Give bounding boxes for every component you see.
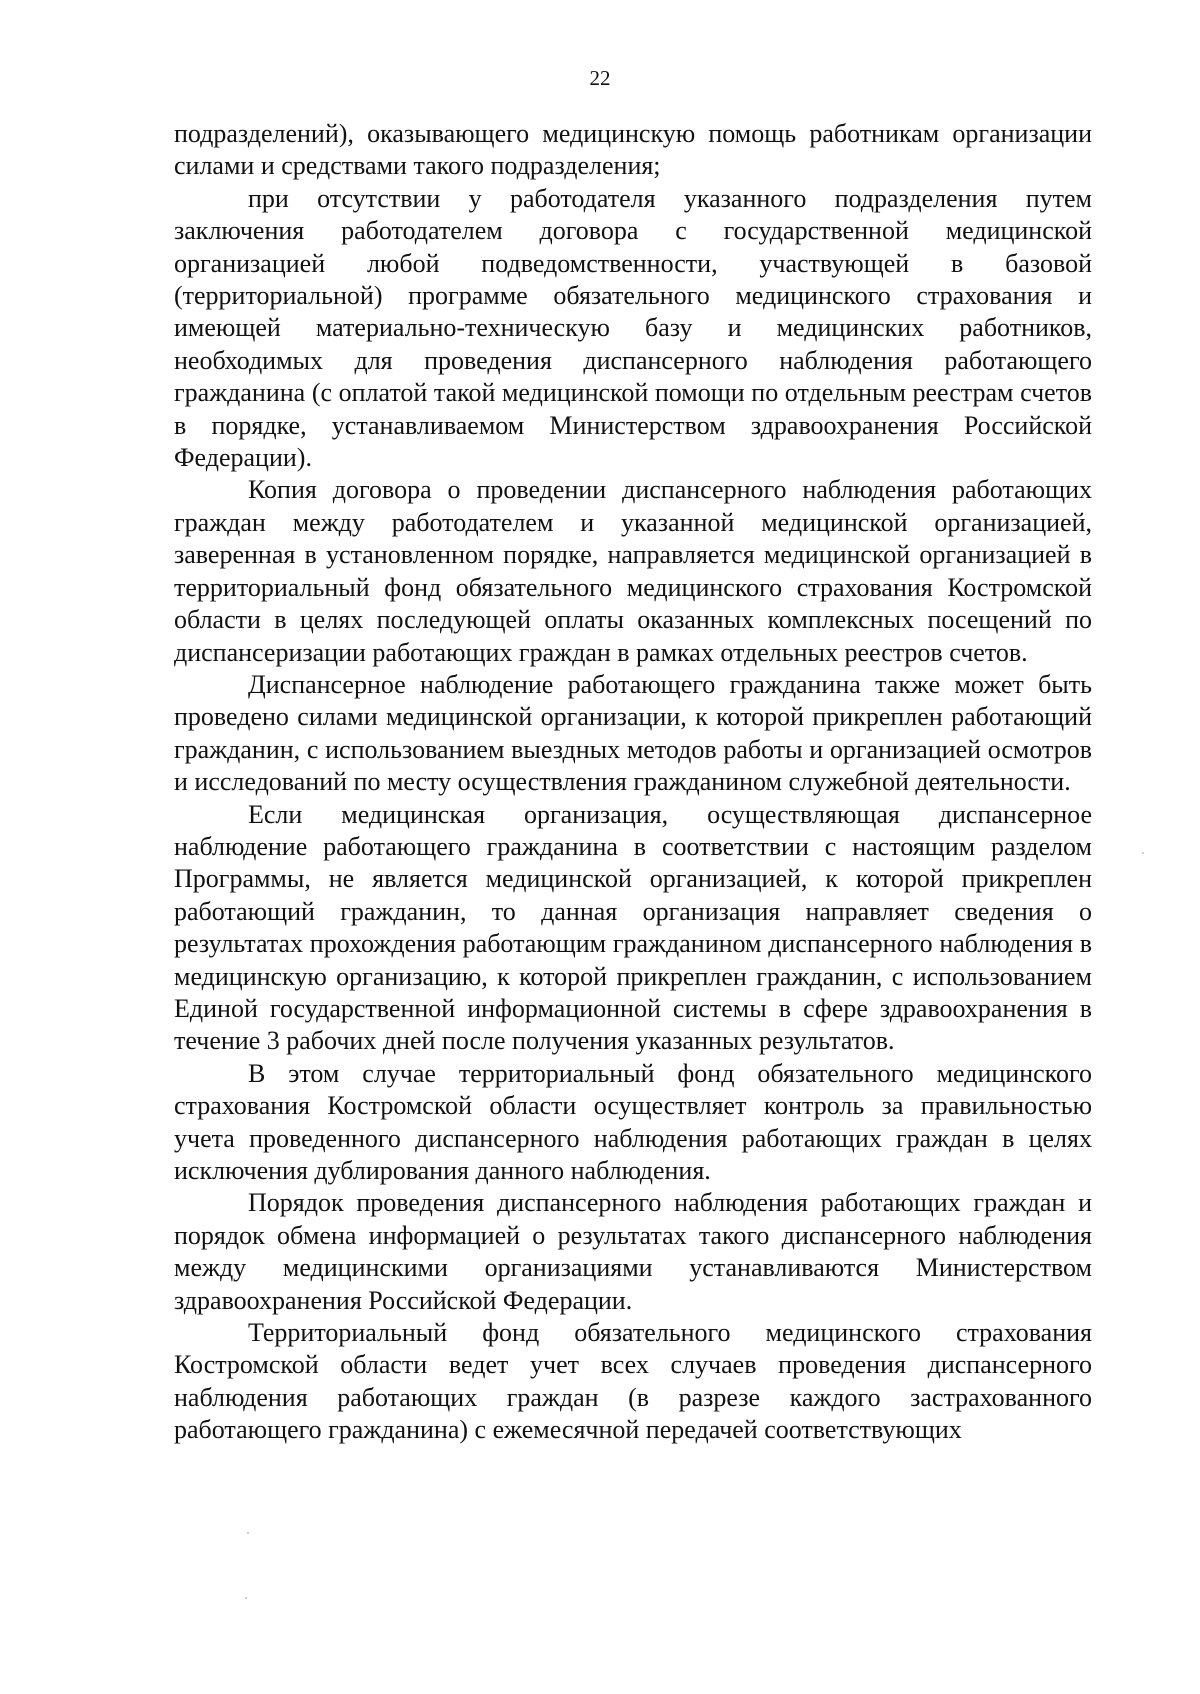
page-number: 22 xyxy=(589,66,611,90)
paragraph-results-transfer: Если медицинская организация, осуществляющая диспансерное наблюдение работающего гражданина в соответствии с настоящим разделом Программы, не является медицинской организацией, к которой прикреплен работающий гражданин, то данная организация направляет сведения о результатах прохождения работающим гражданином диспансерного наблюдения в медицинскую организацию, к которой прикреплен гражданин, с использованием Единой государственной информационной системы в сфере здравоохранения в течение 3 рабочих дней после получения указанных результатов. xyxy=(174,799,1092,1056)
paragraph-attached-organization: Диспансерное наблюдение работающего гражданина также может быть проведено силами медицинской организации, к которой прикреплен работающий гражданин, с использованием выездных методов работы и организацией осмотров и исследований по месту осуществления гражданином служебной деятельности. xyxy=(174,669,1092,797)
paragraph-continuation: подразделений), оказывающего медицинскую помощь работникам организации силами и средствами такого подразделения; xyxy=(174,119,1092,181)
scan-speck xyxy=(245,1597,247,1599)
paragraph-fund-accounting: Территориальный фонд обязательного медицинского страхования Костромской области ведет учет всех случаев проведения диспансерного наблюдения работающих граждан (в разрезе каждого застрахованного работающего гражданина) с ежемесячной передачей соответствующих xyxy=(174,1318,1092,1445)
scan-speck xyxy=(247,1532,249,1534)
paragraph-procedure: Порядок проведения диспансерного наблюдения работающих граждан и порядок обмена информацией о результатах такого диспансерного наблюдения между медицинскими организациями устанавливаются Министерством здравоохранения Российской Федерации. xyxy=(174,1188,1092,1315)
paragraph-employer-contract: при отсутствии у работодателя указанного подразделения путем заключения работодателем договора с государственной медицинской организацией любой подведомственности, участвующей в базовой (территориальной) программе обязательного медицинского страхования и имеющей материально-техническую базу и медицинских работников, необходимых для проведения диспансерного наблюдения работающего гражданина (с оплатой такой медицинской помощи по отдельным реестрам счетов в порядке, устанавливаемом Министерством здравоохранения Российской Федерации). xyxy=(174,183,1092,473)
document-body xyxy=(174,118,1092,1447)
paragraph-contract-copy: Копия договора о проведении диспансерного наблюдения работающих граждан между работодателем и указанной медицинской организацией, заверенная в установленном порядке, направляется медицинской организацией в территориальный фонд обязательного медицинского страхования Костромской области в целях последующей оплаты оказанных комплексных посещений по диспансеризации работающих граждан в рамках отдельных реестров счетов. xyxy=(174,475,1092,667)
paragraph-fund-control: В этом случае территориальный фонд обязательного медицинского страхования Костромской области осуществляет контроль за правильностью учета проведенного диспансерного наблюдения работающих граждан в целях исключения дублирования данного наблюдения. xyxy=(174,1058,1092,1185)
scan-speck xyxy=(1142,852,1144,854)
